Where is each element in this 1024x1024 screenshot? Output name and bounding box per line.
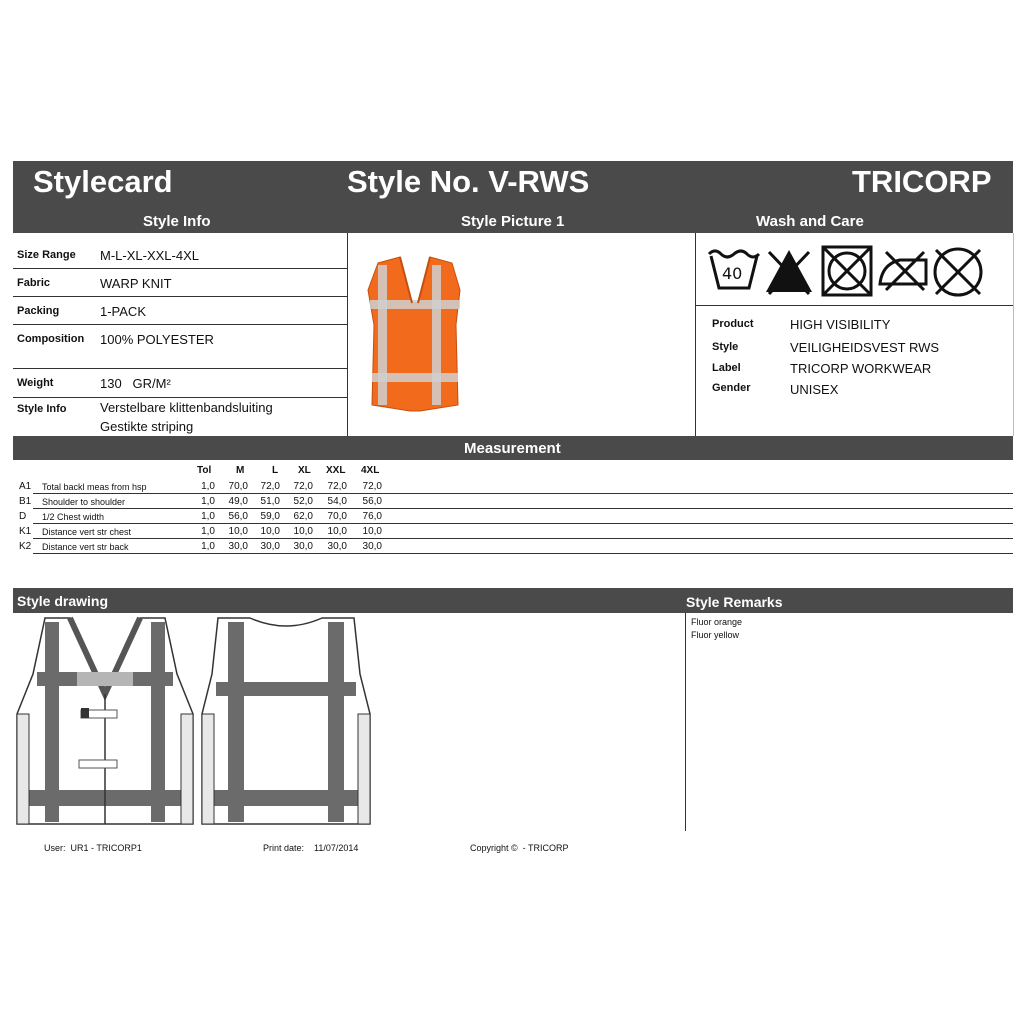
cell: 76,0: [362, 511, 382, 522]
composition-value: 100% POLYESTER: [100, 332, 214, 347]
row-code: D: [19, 511, 27, 522]
cell: 10,0: [228, 526, 248, 537]
packing-label: Packing: [17, 305, 60, 317]
style-picture-heading: Style Picture 1: [461, 213, 565, 230]
cell: 56,0: [228, 511, 248, 522]
vest-front-drawing: [15, 614, 195, 828]
no-tumble-dry-icon: [820, 244, 874, 298]
cell: 70,0: [327, 511, 347, 522]
weight-value: 130 GR/M²: [100, 376, 171, 391]
remark-line: Fluor yellow: [691, 630, 740, 640]
drawing-bar: [13, 588, 1013, 613]
product-label: Product: [712, 318, 754, 330]
remark-line: Fluor orange: [691, 617, 743, 627]
divider: [347, 233, 348, 436]
row-desc: Total backl meas from hsp: [42, 482, 147, 492]
cell: 1,0: [201, 526, 215, 537]
row-code: K2: [19, 541, 32, 552]
no-dry-clean-icon: [930, 244, 986, 300]
product-value: HIGH VISIBILITY: [790, 317, 891, 332]
remarks-divider: [685, 613, 686, 831]
wash-40-icon: [707, 244, 761, 294]
row-code: K1: [19, 526, 32, 537]
style-info-heading: Style Info: [143, 213, 211, 230]
cell: 62,0: [293, 511, 313, 522]
cell: 72,0: [293, 481, 313, 492]
style-value: VEILIGHEIDSVEST RWS: [790, 340, 940, 355]
style-drawing-title: Style drawing: [17, 593, 109, 609]
cell: 56,0: [362, 496, 382, 507]
cell: 30,0: [362, 541, 382, 552]
cell: 1,0: [201, 481, 215, 492]
brand-name: TRICORP: [852, 164, 992, 199]
size-range-value: M-L-XL-XXL-4XL: [100, 248, 199, 263]
row-divider: [13, 268, 347, 269]
row-code: A1: [19, 481, 32, 492]
row-divider: [13, 324, 347, 325]
cell: 30,0: [327, 541, 347, 552]
cell: 72,0: [327, 481, 347, 492]
gender-label: Gender: [712, 382, 751, 394]
fabric-label: Fabric: [17, 277, 51, 289]
wash-temp-text: 40: [722, 264, 743, 283]
style-info-value-1: Verstelbare klittenbandsluiting: [100, 400, 273, 415]
cell: 72,0: [362, 481, 382, 492]
col-l: L: [272, 465, 279, 476]
packing-value: 1-PACK: [100, 304, 146, 319]
row-divider: [33, 493, 1013, 494]
row-divider: [33, 523, 1013, 524]
col-m: M: [236, 465, 245, 476]
style-label: Style: [712, 341, 739, 353]
wash-care-heading: Wash and Care: [756, 213, 864, 230]
cell: 59,0: [260, 511, 280, 522]
divider: [695, 233, 696, 436]
cell: 30,0: [293, 541, 313, 552]
footer-print-date: Print date: 11/07/2014: [263, 843, 359, 853]
fabric-value: WARP KNIT: [100, 276, 172, 291]
row-code: B1: [19, 496, 32, 507]
row-desc: 1/2 Chest width: [42, 512, 105, 522]
cell: 52,0: [293, 496, 313, 507]
row-divider: [33, 538, 1013, 539]
label-value: TRICORP WORKWEAR: [790, 361, 932, 376]
wash-divider: [695, 305, 1013, 306]
stylecard-title: Stylecard: [33, 164, 173, 199]
cell: 30,0: [260, 541, 280, 552]
label-label: Label: [712, 362, 741, 374]
divider: [1013, 233, 1014, 436]
row-desc: Distance vert str chest: [42, 527, 132, 537]
cell: 10,0: [293, 526, 313, 537]
cell: 1,0: [201, 511, 215, 522]
cell: 72,0: [260, 481, 280, 492]
cell: 1,0: [201, 496, 215, 507]
cell: 54,0: [327, 496, 347, 507]
cell: 1,0: [201, 541, 215, 552]
row-divider: [13, 296, 347, 297]
row-divider: [13, 397, 347, 398]
row-divider: [33, 553, 1013, 554]
composition-label: Composition: [17, 333, 85, 345]
no-bleach-icon: [764, 246, 814, 298]
measurement-title: Measurement: [464, 440, 561, 457]
cell: 10,0: [327, 526, 347, 537]
style-info-value-2: Gestikte striping: [100, 419, 194, 434]
vest-photo: [360, 255, 470, 415]
footer-user: User: UR1 - TRICORP1: [44, 843, 142, 853]
style-number: Style No. V-RWS: [347, 164, 590, 199]
cell: 10,0: [260, 526, 280, 537]
row-divider: [33, 508, 1013, 509]
col-xl: XL: [298, 465, 311, 476]
cell: 70,0: [228, 481, 248, 492]
vest-back-drawing: [200, 614, 372, 828]
size-range-label: Size Range: [17, 249, 76, 261]
row-desc: Shoulder to shoulder: [42, 497, 126, 507]
footer-copyright: Copyright © - TRICORP: [470, 843, 569, 853]
no-iron-icon: [876, 246, 930, 294]
gender-value: UNISEX: [790, 382, 839, 397]
cell: 49,0: [228, 496, 248, 507]
weight-label: Weight: [17, 377, 54, 389]
row-divider: [13, 368, 347, 369]
cell: 10,0: [362, 526, 382, 537]
col-tol: Tol: [197, 465, 212, 476]
cell: 30,0: [228, 541, 248, 552]
style-remarks-title: Style Remarks: [686, 594, 783, 610]
col-xxl: XXL: [326, 465, 346, 476]
col-4xl: 4XL: [361, 465, 380, 476]
style-info-label: Style Info: [17, 403, 67, 415]
cell: 51,0: [260, 496, 280, 507]
row-desc: Distance vert str back: [42, 542, 129, 552]
